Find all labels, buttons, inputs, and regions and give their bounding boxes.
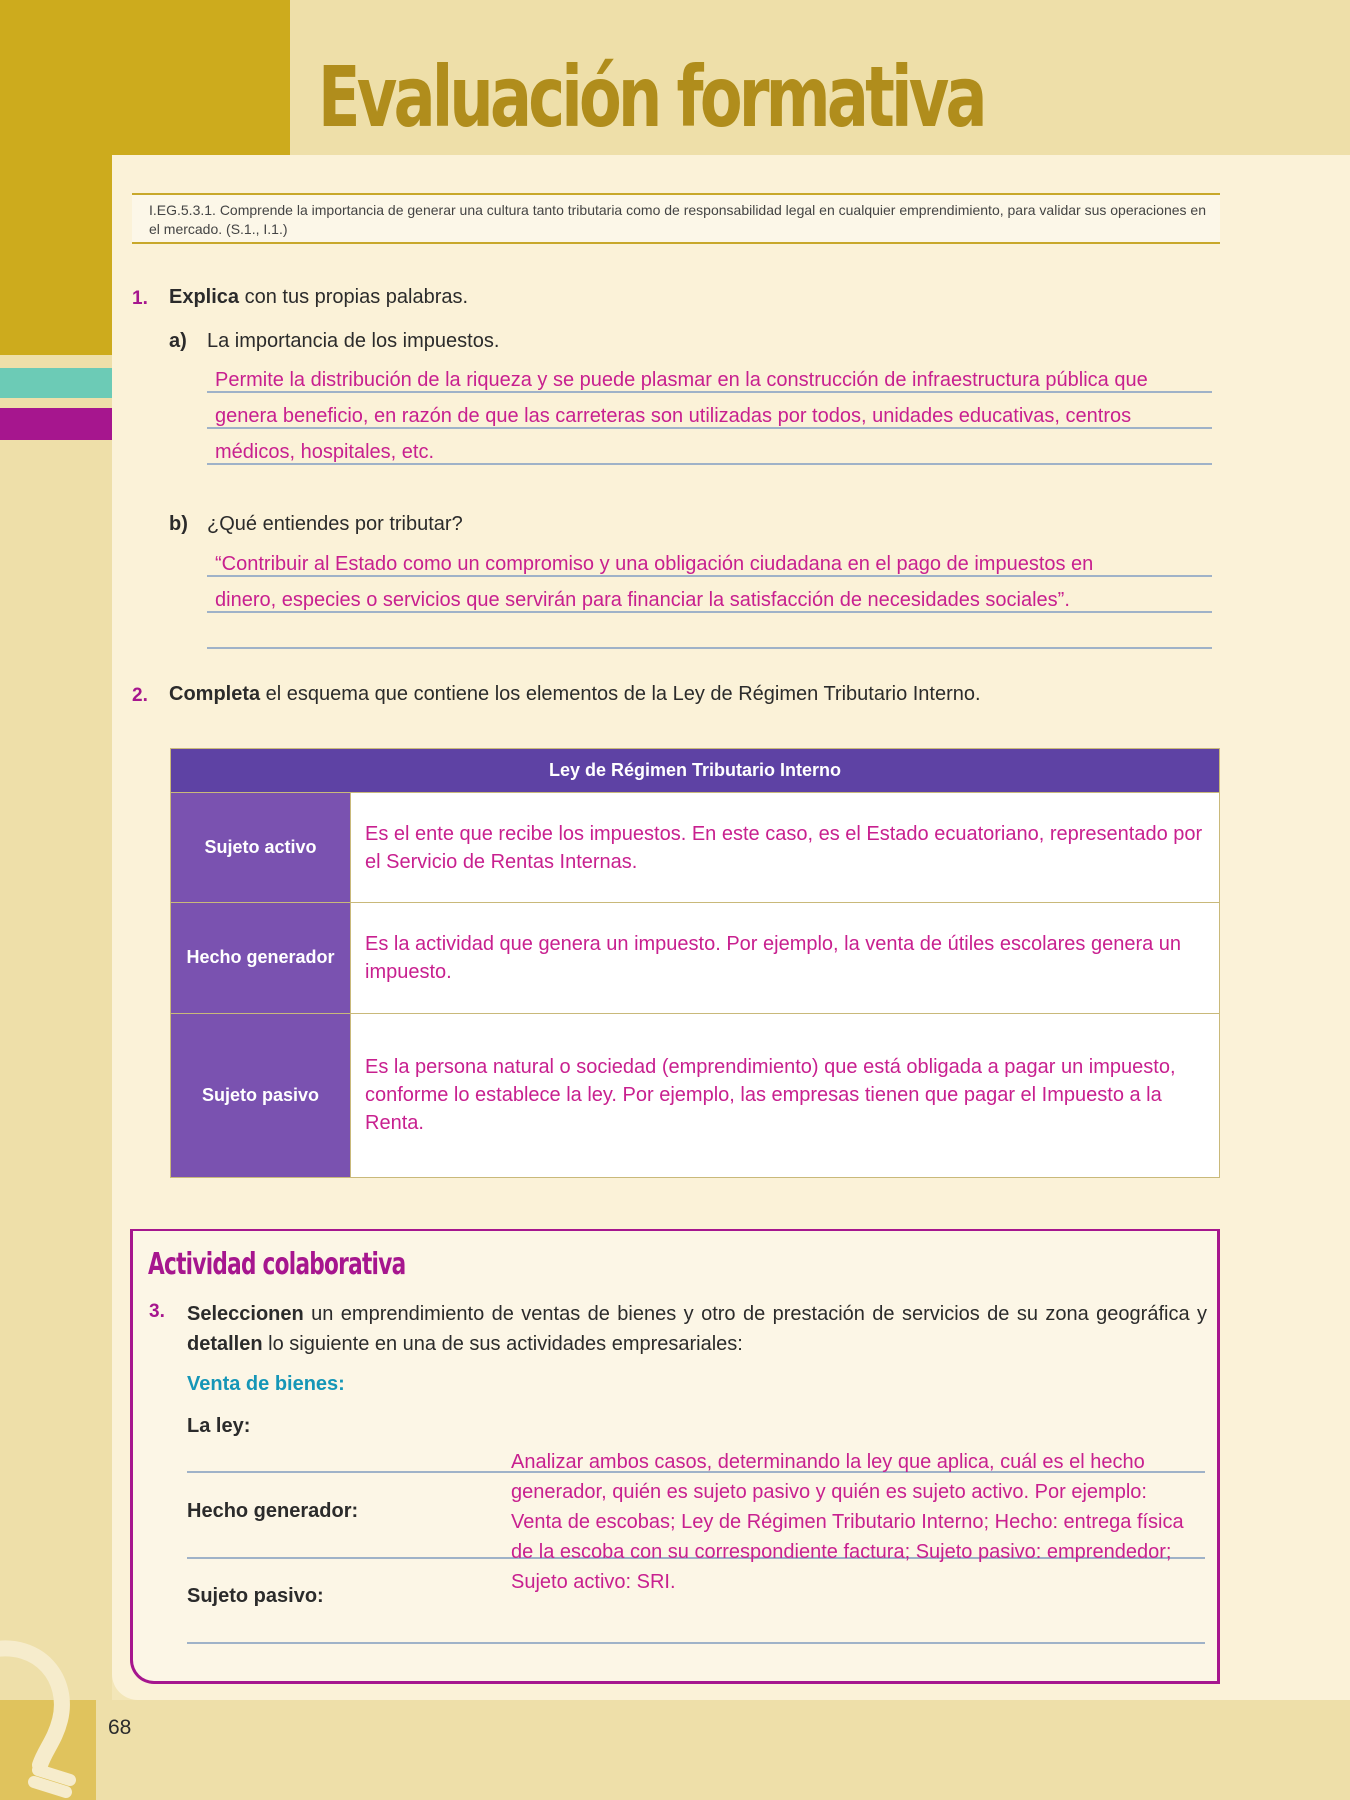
question-3-text-1: un emprendimiento de ventas de bienes y otro de prestación de servicios de su zona geográfica y (303, 1303, 1207, 1325)
page-title: Evaluación formativa (318, 48, 984, 146)
question-3-number: 3. (149, 1301, 165, 1322)
ley-table-header: Ley de Régimen Tributario Interno (171, 749, 1220, 793)
answer-line-rule (207, 575, 1212, 577)
lightbulb-icon (0, 1620, 110, 1800)
question-1-number: 1. (132, 288, 148, 309)
teal-accent-strip (0, 368, 112, 398)
collaborative-activity-title: Actividad colaborativa (148, 1247, 406, 1282)
question-3-prompt (187, 1299, 1207, 1359)
ley-table (170, 748, 1220, 1178)
row-label-sujeto-activo: Sujeto activo (171, 793, 351, 903)
row-label-sujeto-pasivo: Sujeto pasivo (171, 1013, 351, 1177)
answer-line-rule (187, 1642, 1205, 1644)
table-row (171, 903, 1220, 1013)
collaborative-activity-box (130, 1229, 1220, 1684)
page-number: 68 (108, 1716, 132, 1739)
skill-indicator: I.EG.5.3.1. Comprende la importancia de generar una cultura tanto tributaria como de responsabilidad legal en cualquier emprendimiento, para validar sus operaciones en el mercado. (S.1., I.1.) (132, 193, 1220, 244)
question-2-number: 2. (132, 685, 148, 706)
question-1a-label: a) (169, 330, 187, 352)
field-label-hecho-generador: Hecho generador: (187, 1500, 359, 1522)
answer-line-rule (207, 427, 1212, 429)
section-venta-de-bienes: Venta de bienes: (187, 1373, 345, 1395)
answer-line-rule (207, 647, 1212, 649)
question-1b-text: ¿Qué entiendes por tributar? (207, 513, 463, 535)
answer-1b-line-1: “Contribuir al Estado como un compromiso y una obligación ciudadana en el pago de impuestos en (215, 553, 1094, 575)
question-1-text: con tus propias palabras. (239, 286, 469, 308)
question-2-text: el esquema que contiene los elementos de la Ley de Régimen Tributario Interno. (260, 683, 981, 705)
question-1b-label: b) (169, 513, 188, 535)
question-1-prompt (169, 286, 468, 309)
answer-1a-line-2: genera beneficio, en razón de que las carreteras son utilizadas por todos, unidades educativas, centros (215, 405, 1132, 427)
footer-bar (0, 1700, 1350, 1800)
row-value-sujeto-pasivo: Es la persona natural o sociedad (emprendimiento) que está obligada a pagar un impuesto, conforme lo establece la ley. Por ejemplo, las empresas tienen que pagar el Impuesto a la Renta. (351, 1013, 1220, 1177)
answer-1a-line-3: médicos, hospitales, etc. (215, 441, 434, 463)
field-label-ley: La ley: (187, 1415, 251, 1437)
left-margin-band (0, 355, 112, 1800)
question-2-verb: Completa (169, 683, 261, 705)
row-value-sujeto-activo: Es el ente que recibe los impuestos. En este caso, es el Estado ecuatoriano, representado por el Servicio de Rentas Internas. (351, 793, 1220, 903)
answer-line-rule (207, 391, 1212, 393)
collaborative-answer: Analizar ambos casos, determinando la ley que aplica, cuál es el hecho generador, quién es sujeto pasivo y quién es sujeto activo. Por ejemplo: Venta de escobas; Ley de Régimen Tributario Interno; Hecho: entrega física de la escoba con su correspondiente factura; Sujeto pasivo: emprendedor; Sujeto activo: SRI. (511, 1451, 1184, 1593)
question-2-prompt (169, 683, 981, 706)
answer-line-rule (207, 463, 1212, 465)
question-3-verb-1: Seleccionen (187, 1303, 304, 1325)
question-1a-text: La importancia de los impuestos. (207, 330, 500, 352)
table-row (171, 793, 1220, 903)
field-label-sujeto-pasivo: Sujeto pasivo: (187, 1585, 324, 1607)
magenta-accent-strip (0, 408, 112, 440)
row-value-hecho-generador: Es la actividad que genera un impuesto. Por ejemplo, la venta de útiles escolares genera un impuesto. (351, 903, 1220, 1013)
table-row (171, 1013, 1220, 1177)
row-label-hecho-generador: Hecho generador (171, 903, 351, 1013)
answer-1b-line-2: dinero, especies o servicios que servirán para financiar la satisfacción de necesidades sociales”. (215, 589, 1070, 611)
answer-1a-line-1: Permite la distribución de la riqueza y se puede plasmar en la construcción de infraestructura pública que (215, 369, 1148, 391)
question-3-text-2: lo siguiente en una de sus actividades empresariales: (262, 1333, 743, 1355)
question-3-verb-2: detallen (187, 1333, 263, 1355)
answer-line-rule (207, 611, 1212, 613)
question-1-verb: Explica (169, 286, 240, 308)
